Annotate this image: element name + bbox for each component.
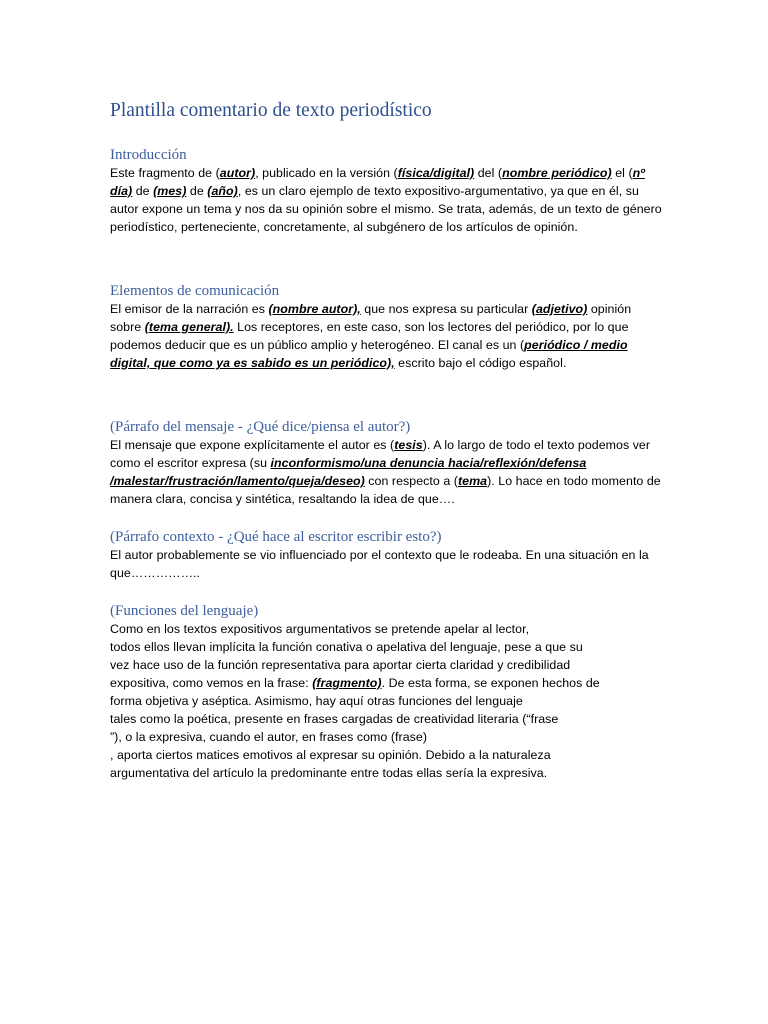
placeholder-nombre-autor: (nombre autor), (268, 302, 361, 316)
paragraph-line: ”), o la expresiva, cuando el autor, en frases como (frase) (110, 730, 427, 744)
placeholder-canal: periódico / medio digital, que como ya es sabido es un periódico), (110, 338, 628, 370)
section-elementos-comunicacion (110, 282, 662, 372)
paragraph-line: tales como la poética, presente en frases cargadas de creatividad literaria (“frase (110, 712, 559, 726)
text-run: El emisor de la narración es (110, 302, 269, 316)
text-run: de (186, 184, 208, 198)
document-body (110, 98, 662, 782)
placeholder-actitud: inconformismo/una denuncia hacia/reflexión/defensa /malestar/frustración/lamento/queja/deseo) (110, 456, 587, 488)
placeholder-tema-general: (tema general). (144, 320, 234, 334)
text-run: . De esta forma, se exponen hechos de (381, 676, 600, 690)
section-paragraph (110, 436, 662, 508)
section-paragraph (110, 300, 662, 372)
placeholder-version: física/digital) (397, 166, 475, 180)
paragraph-line: vez hace uso de la función representativa para aportar cierta claridad y credibilidad (110, 658, 571, 672)
placeholder-adjetivo: (adjetivo) (531, 302, 588, 316)
placeholder-ano: (año) (207, 184, 238, 198)
text-run: El mensaje que expone explícitamente el autor es ( (110, 438, 395, 452)
page-title: Plantilla comentario de texto periodístico (110, 100, 432, 121)
paragraph-line (110, 674, 662, 692)
section-heading: (Funciones del lenguaje) (110, 603, 259, 619)
text-run: con respecto a ( (364, 474, 458, 488)
section-heading: Elementos de comunicación (110, 283, 280, 299)
section-contexto (110, 528, 662, 582)
text-run: del ( (474, 166, 503, 180)
text-run: el ( (611, 166, 633, 180)
section-funciones-lenguaje (110, 602, 662, 782)
section-paragraph: El autor probablemente se vio influenciado por el contexto que le rodeaba. En una situación en la que…………….. (110, 548, 649, 580)
section-paragraph (110, 164, 662, 236)
text-run: , publicado en la versión ( (255, 166, 398, 180)
section-introduccion (110, 146, 662, 236)
paragraph-line: , aporta ciertos matices emotivos al expresar su opinión. Debido a la naturaleza (110, 748, 551, 762)
text-run: expositiva, como vemos en la frase: (110, 676, 313, 690)
section-heading: (Párrafo del mensaje - ¿Qué dice/piensa el autor?) (110, 419, 411, 435)
placeholder-mes: (mes) (153, 184, 187, 198)
paragraph-line: argumentativa del artículo la predominante entre todas ellas sería la expresiva. (110, 766, 548, 780)
section-heading: Introducción (110, 147, 187, 163)
placeholder-periodico: nombre periódico) (502, 166, 612, 180)
text-run: escrito bajo el código español. (394, 356, 567, 370)
placeholder-autor: autor) (219, 166, 256, 180)
text-run: Los receptores, en este caso, son los lectores del periódico, por lo que podemos deducir que es un público amplio y heterogéneo. El canal es un ( (110, 320, 629, 352)
placeholder-tesis: tesis (394, 438, 423, 452)
section-paragraph (110, 620, 662, 782)
section-mensaje (110, 418, 662, 508)
paragraph-line: forma objetiva y aséptica. Asimismo, hay aquí otras funciones del lenguaje (110, 694, 523, 708)
text-run: , es un claro ejemplo de texto expositivo-argumentativo, ya que en él, su autor expone un tema y nos da su opinión sobre el mismo. Se trata, además, de un texto de género periodístico, perteneciente, concretamente, al subgénero de los artículos de opinión. (110, 184, 662, 234)
section-heading: (Párrafo contexto - ¿Qué hace al escritor escribir esto?) (110, 529, 442, 545)
placeholder-dia: nº día) (110, 166, 645, 198)
placeholder-tema: tema (457, 474, 488, 488)
text-run: opinión sobre (110, 302, 632, 334)
paragraph-line: todos ellos llevan implícita la función conativa o apelativa del lenguaje, pese a que su (110, 640, 583, 654)
text-run: de (132, 184, 154, 198)
text-run: ). A lo largo de todo el texto podemos ver como el escritor expresa (su (110, 438, 651, 470)
text-run: que nos expresa su particular (360, 302, 532, 316)
text-run: ). Lo hace en todo momento de manera clara, concisa y sintética, resaltando la idea de que…. (110, 474, 661, 506)
paragraph-line: Como en los textos expositivos argumentativos se pretende apelar al lector, (110, 622, 530, 636)
placeholder-fragmento: (fragmento) (312, 676, 382, 690)
text-run: Este fragmento de ( (110, 166, 220, 180)
